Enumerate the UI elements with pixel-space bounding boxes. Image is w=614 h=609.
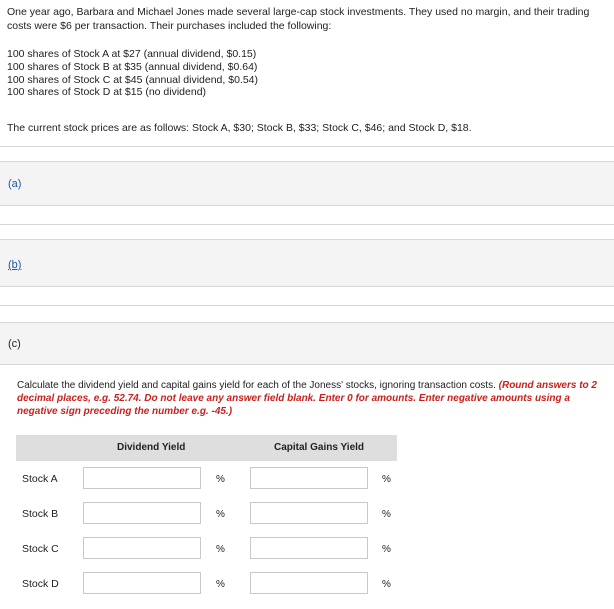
percent-unit: %: [382, 509, 391, 520]
part-c-label: (c): [8, 338, 21, 350]
part-b-section: [0, 239, 614, 287]
percent-unit: %: [382, 544, 391, 555]
divider: [0, 224, 614, 225]
capital-gains-yield-header: Capital Gains Yield: [274, 442, 365, 453]
percent-unit: %: [216, 509, 225, 520]
holding-item: 100 shares of Stock C at $45 (annual dividend, $0.54): [7, 73, 258, 86]
divider: [0, 146, 614, 147]
stock-a-capital-gains-yield-input[interactable]: [250, 467, 368, 489]
table-header: [16, 435, 397, 461]
percent-unit: %: [216, 579, 225, 590]
table-row: [16, 537, 406, 563]
table-row: [16, 502, 406, 528]
part-a-section: [0, 161, 614, 206]
problem-intro: One year ago, Barbara and Michael Jones made several large-cap stock investments. They used no margin, and their trading costs were $6 per transaction. Their purchases included the following:: [7, 6, 590, 32]
part-a-link[interactable]: (a): [8, 178, 22, 190]
percent-unit: %: [382, 579, 391, 590]
stock-d-capital-gains-yield-input[interactable]: [250, 572, 368, 594]
percent-unit: %: [382, 474, 391, 485]
part-c-section: [0, 322, 614, 365]
stock-a-dividend-yield-input[interactable]: [83, 467, 201, 489]
stock-b-capital-gains-yield-input[interactable]: [250, 502, 368, 524]
table-row: [16, 572, 406, 598]
row-label: Stock D: [22, 578, 59, 590]
current-prices: The current stock prices are as follows: Stock A, $30; Stock B, $33; Stock C, $46; and Stock D, $18.: [7, 122, 472, 134]
stock-c-dividend-yield-input[interactable]: [83, 537, 201, 559]
holding-item: 100 shares of Stock B at $35 (annual dividend, $0.64): [7, 60, 258, 73]
row-label: Stock B: [22, 508, 59, 520]
instructions: [17, 379, 607, 419]
stock-b-dividend-yield-input[interactable]: [83, 502, 201, 524]
percent-unit: %: [216, 544, 225, 555]
divider: [0, 305, 614, 306]
instructions-text: Calculate the dividend yield and capital gains yield for each of the Joness' stocks, ignoring transaction costs.: [17, 380, 499, 391]
part-b-link[interactable]: (b): [8, 259, 22, 271]
holding-item: 100 shares of Stock D at $15 (no dividend): [7, 86, 207, 99]
stock-d-dividend-yield-input[interactable]: [83, 572, 201, 594]
stock-c-capital-gains-yield-input[interactable]: [250, 537, 368, 559]
dividend-yield-header: Dividend Yield: [117, 442, 186, 453]
instructions-rounding-note: (Round answers to 2 decimal places, e.g. 52.74. Do not leave any answer field blank. Enter 0 for amounts. Enter negative amounts using a negative sign preceding the number e.g. -45.): [17, 380, 597, 418]
row-label: Stock C: [22, 543, 59, 555]
holdings-list: [7, 48, 258, 99]
holding-item: 100 shares of Stock A at $27 (annual dividend, $0.15): [7, 48, 257, 60]
row-label: Stock A: [22, 473, 58, 485]
percent-unit: %: [216, 474, 225, 485]
table-row: [16, 467, 406, 493]
